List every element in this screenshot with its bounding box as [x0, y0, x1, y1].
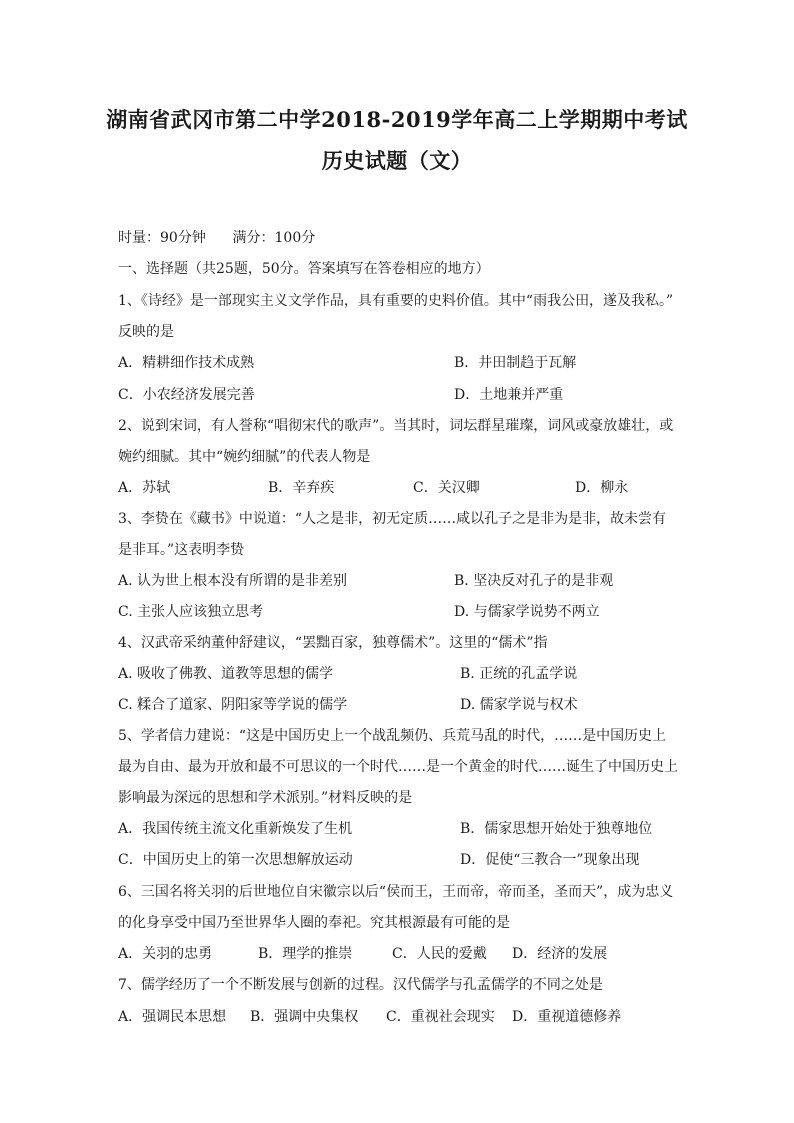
option-a: A．关羽的忠勇: [118, 946, 213, 962]
option-c: C．小农经济发展完善: [118, 387, 255, 403]
option-d: D．土地兼并严重: [454, 387, 564, 403]
option-c: C．重视社会现实: [386, 1009, 495, 1025]
option-b: B．辛弃疾: [268, 480, 335, 496]
option-d: D．促使“三教合一”现象出现: [460, 852, 640, 868]
question-text: 5、学者信力建说：“这是中国历史上一个战乱频仍、兵荒马乱的时代，……是中国历史上: [118, 728, 667, 744]
option-c: C．人民的爱戴: [392, 946, 487, 962]
option-c: C．中国历史上的第一次思想解放运动: [118, 852, 353, 868]
option-d: D. 与儒家学说势不两立: [454, 604, 600, 620]
question-text: 影响最为深远的思想和学术派别。”材料反映的是: [118, 790, 413, 806]
option-d: D．重视道德修养: [512, 1009, 622, 1025]
option-d: D．柳永: [575, 480, 629, 496]
option-a: A. 认为世上根本没有所谓的是非差别: [118, 573, 348, 589]
option-b: B. 正统的孔孟学说: [460, 666, 578, 682]
option-a: A．强调民本思想: [118, 1009, 227, 1025]
option-c: C．关汉卿: [413, 480, 480, 496]
question-text: 3、李贽在《藏书》中说道：“人之是非，初无定质……咸以孔子之是非为是非，故未尝有: [118, 511, 667, 527]
question-text: 7、儒学经历了一个不断发展与创新的过程。汉代儒学与孔孟儒学的不同之处是: [118, 977, 603, 993]
question-text: 4、汉武帝采纳董仲舒建议，“罢黜百家，独尊儒术”。这里的“儒术”指: [118, 635, 548, 651]
question-text: 是非耳。”这表明李贽: [118, 542, 245, 558]
exam-subtitle: 历史试题（文）: [321, 148, 473, 173]
question-text: 最为自由、最为开放和最不可思议的一个时代……是一个黄金的时代……诞生了中国历史上: [118, 759, 678, 775]
option-a: A．苏轼: [118, 480, 171, 496]
option-d: D. 儒家学说与权术: [460, 697, 578, 713]
option-b: B．儒家思想开始处于独尊地位: [460, 821, 653, 837]
question-text: 反映的是: [118, 324, 174, 340]
question-text: 1、《诗经》是一部现实主义文学作品，具有重要的史料价值。其中“雨我公田，遂及我私。”: [118, 293, 674, 309]
option-a: A. 吸收了佛教、道教等思想的儒学: [118, 666, 334, 682]
question-text: 的化身享受中国乃至世界华人圈的奉祀。究其根源最有可能的是: [118, 915, 510, 931]
question-text: 婉约细腻。其中“婉约细腻”的代表人物是: [118, 449, 371, 465]
exam-info: 时量：90分钟 满分：100分: [118, 230, 316, 246]
exam-title: 湖南省武冈市第二中学2018-2019学年高二上学期期中考试: [106, 107, 688, 132]
option-c: C. 糅合了道家、阴阳家等学说的儒学: [118, 697, 348, 713]
option-b: B．理学的推崇: [258, 946, 353, 962]
option-b: B．强调中央集权: [250, 1009, 359, 1025]
question-text: 6、三国名将关羽的后世地位自宋徽宗以后“侯而王，王而帝，帝而圣，圣而天”，成为忠义: [118, 884, 674, 900]
option-b: B．井田制趋于瓦解: [454, 355, 577, 371]
option-a: A．我国传统主流文化重新焕发了生机: [118, 821, 353, 837]
option-b: B. 坚决反对孔子的是非观: [454, 573, 614, 589]
option-c: C. 主张人应该独立思考: [118, 604, 264, 620]
option-d: D．经济的发展: [512, 946, 608, 962]
section-heading: 一、选择题（共25题，50分。答案填写在答卷相应的地方）: [118, 261, 490, 277]
question-text: 2、说到宋词，有人誉称“唱彻宋代的歌声”。当其时，词坛群星璀璨，词风或豪放雄壮，或: [118, 418, 674, 434]
option-a: A．精耕细作技术成熟: [118, 355, 255, 371]
